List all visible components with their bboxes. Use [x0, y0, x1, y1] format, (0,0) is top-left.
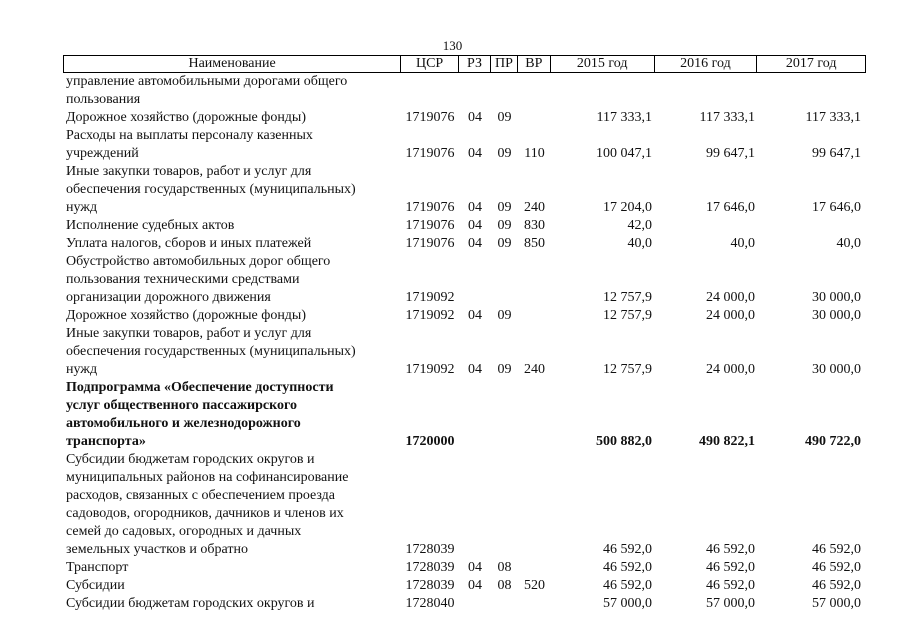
cell-csr: 1728040: [405, 596, 455, 611]
table-row: [63, 73, 866, 109]
table-row: [63, 307, 866, 325]
cell-y2017: 46 592,0: [812, 542, 861, 557]
cell-vr: 850: [524, 236, 545, 251]
cell-y2015: 12 757,9: [603, 290, 652, 305]
cell-y2017: 57 000,0: [812, 596, 861, 611]
cell-y2016: 490 822,1: [699, 434, 755, 449]
cell-y2015: 42,0: [627, 218, 652, 233]
cell-y2016: 40,0: [730, 236, 755, 251]
cell-csr: 1719076: [405, 218, 455, 233]
table-row: [63, 325, 866, 379]
cell-y2015: 12 757,9: [603, 308, 652, 323]
cell-csr: 1728039: [405, 560, 455, 575]
table-row: [63, 163, 866, 217]
cell-rz: 04: [468, 560, 482, 575]
cell-y2017: 99 647,1: [812, 146, 861, 161]
cell-pr: 09: [497, 200, 512, 215]
cell-csr: 1719076: [405, 236, 455, 251]
cell-pr: 09: [497, 362, 512, 377]
cell-pr: 09: [497, 236, 512, 251]
table-header: [63, 55, 866, 73]
cell-y2015: 57 000,0: [603, 596, 652, 611]
cell-y2015: 46 592,0: [603, 542, 652, 557]
cell-y2016: 117 333,1: [699, 110, 755, 125]
cell-name: Транспорт: [66, 560, 129, 575]
cell-csr: 1719092: [405, 290, 455, 305]
cell-vr: 520: [524, 578, 545, 593]
cell-y2017: 30 000,0: [812, 290, 861, 305]
cell-pr: 08: [497, 560, 512, 575]
cell-name: Иные закупки товаров, работ и услуг для обеспечения государственных (муниципальных) нужд: [66, 164, 356, 215]
cell-rz: 04: [468, 110, 482, 125]
cell-name: Расходы на выплаты персоналу казенных учреждений: [66, 128, 313, 161]
header-2017: 2017 год: [785, 56, 837, 71]
cell-csr: 1719076: [405, 110, 455, 125]
header-vr: ВР: [518, 56, 551, 72]
cell-y2015: 117 333,1: [596, 110, 652, 125]
cell-y2016: 24 000,0: [706, 362, 755, 377]
cell-y2017: 30 000,0: [812, 362, 861, 377]
cell-y2015: 12 757,9: [603, 362, 652, 377]
cell-pr: 09: [497, 110, 512, 125]
cell-y2015: 17 204,0: [603, 200, 652, 215]
cell-y2015: 100 047,1: [596, 146, 652, 161]
table-row: [63, 559, 866, 577]
table-row: [63, 109, 866, 127]
cell-csr: 1728039: [405, 542, 455, 557]
table-row: [63, 127, 866, 163]
cell-csr: 1719092: [405, 362, 455, 377]
cell-name: Подпрограмма «Обеспечение доступности услуг общественного пассажирского автомобильного и железнодорожного транспорта»: [66, 380, 334, 449]
cell-name: Иные закупки товаров, работ и услуг для обеспечения государственных (муниципальных) нужд: [66, 326, 356, 377]
cell-y2015: 46 592,0: [603, 578, 652, 593]
header-rz: РЗ: [459, 56, 491, 72]
cell-y2016: 46 592,0: [706, 578, 755, 593]
table-row: [63, 379, 866, 451]
cell-rz: 04: [468, 236, 482, 251]
header-pr: ПР: [491, 56, 518, 72]
cell-pr: 09: [497, 146, 512, 161]
cell-name: Дорожное хозяйство (дорожные фонды): [66, 308, 307, 323]
cell-rz: 04: [468, 362, 482, 377]
cell-y2016: 99 647,1: [706, 146, 755, 161]
table-row: [63, 595, 866, 613]
cell-csr: 1720000: [405, 434, 455, 449]
header-2016: 2016 год: [655, 56, 758, 72]
cell-name: Исполнение судебных актов: [66, 218, 235, 233]
cell-y2017: 30 000,0: [812, 308, 861, 323]
cell-vr: 110: [524, 146, 545, 161]
cell-name: Обустройство автомобильных дорог общего пользования техническими средствами организации дорожного движения: [66, 254, 331, 305]
cell-y2016: 46 592,0: [706, 560, 755, 575]
cell-y2016: 17 646,0: [706, 200, 755, 215]
cell-pr: 08: [497, 578, 512, 593]
cell-y2017: 46 592,0: [812, 560, 861, 575]
cell-y2017: 40,0: [836, 236, 861, 251]
cell-y2015: 500 882,0: [596, 434, 652, 449]
cell-rz: 04: [468, 308, 482, 323]
cell-csr: 1719076: [405, 200, 455, 215]
cell-y2017: 490 722,0: [805, 434, 861, 449]
header-name: Наименование: [64, 56, 401, 72]
cell-y2015: 40,0: [627, 236, 652, 251]
cell-y2016: 57 000,0: [706, 596, 755, 611]
table-row: [63, 217, 866, 235]
table-row: [63, 235, 866, 253]
table-row: [63, 451, 866, 559]
cell-name: Субсидии бюджетам городских округов и муниципальных районов на софинансирование расходов, связанных с обеспечением проезда садоводов, огородников, дачников и членов их семей до садовых, огородных и дачных земельных участков и обратно: [66, 452, 349, 557]
cell-pr: 09: [497, 308, 512, 323]
table-row: [63, 253, 866, 307]
table-row: [63, 577, 866, 595]
cell-name: Уплата налогов, сборов и иных платежей: [66, 236, 312, 251]
cell-vr: 830: [524, 218, 545, 233]
cell-rz: 04: [468, 578, 482, 593]
page-number: 130: [442, 38, 463, 53]
cell-y2015: 46 592,0: [603, 560, 652, 575]
cell-y2016: 46 592,0: [706, 542, 755, 557]
cell-rz: 04: [468, 218, 482, 233]
cell-y2017: 46 592,0: [812, 578, 861, 593]
cell-rz: 04: [468, 200, 482, 215]
cell-csr: 1728039: [405, 578, 455, 593]
cell-name: управление автомобильными дорогами общего пользования: [66, 74, 348, 107]
cell-y2016: 24 000,0: [706, 308, 755, 323]
cell-name: Субсидии бюджетам городских округов и: [66, 596, 315, 611]
header-csr: ЦСР: [401, 56, 459, 72]
table-body: [63, 73, 866, 613]
cell-csr: 1719092: [405, 308, 455, 323]
cell-vr: 240: [524, 200, 545, 215]
cell-name: Субсидии: [66, 578, 125, 593]
cell-y2017: 17 646,0: [812, 200, 861, 215]
cell-name: Дорожное хозяйство (дорожные фонды): [66, 110, 307, 125]
cell-rz: 04: [468, 146, 482, 161]
cell-y2017: 117 333,1: [805, 110, 861, 125]
header-2015: 2015 год: [551, 56, 655, 72]
cell-csr: 1719076: [405, 146, 455, 161]
cell-y2016: 24 000,0: [706, 290, 755, 305]
cell-vr: 240: [524, 362, 545, 377]
cell-pr: 09: [497, 218, 512, 233]
